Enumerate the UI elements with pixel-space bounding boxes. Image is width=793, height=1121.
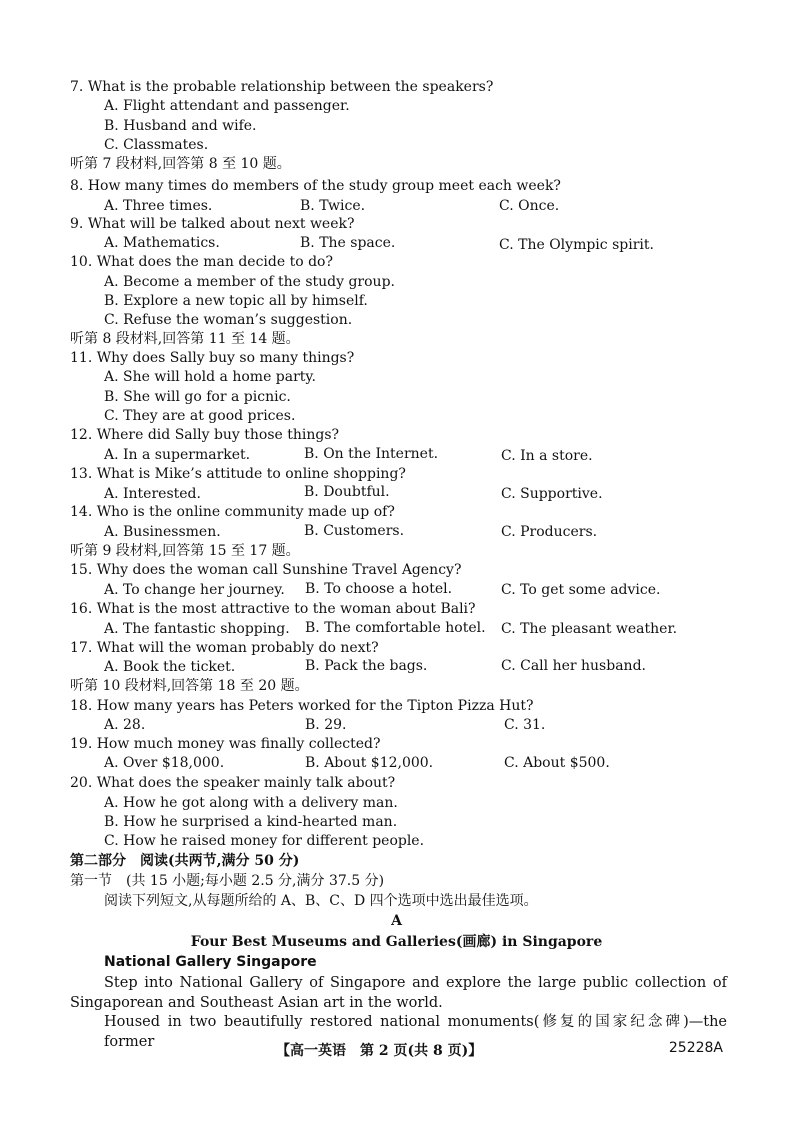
reading-instruction: 阅读下列短文,从每题所给的 A、B、C、D 四个选项中选出最佳选项。	[104, 893, 538, 909]
q19-option-a: A. Over $18,000.	[104, 755, 225, 771]
question-10: 10. What does the man decide to do?	[70, 254, 333, 270]
q11-option-a: A. She will hold a home party.	[104, 369, 316, 385]
question-13: 13. What is Mike’s attitude to online shopping?	[70, 466, 406, 482]
paragraph-1-line-2: Singaporean and Southeast Asian art in the world.	[70, 995, 443, 1011]
q14-option-b: B. Customers.	[304, 523, 405, 539]
q9-option-b: B. The space.	[300, 235, 396, 251]
q8-option-c: C. Once.	[499, 198, 560, 214]
passage-label: A	[391, 913, 402, 929]
q9-option-a: A. Mathematics.	[104, 235, 220, 251]
section1-title: 第一节 (共 15 小题;每小题 2.5 分,满分 37.5 分)	[70, 873, 385, 889]
q15-option-c: C. To get some advice.	[501, 582, 661, 598]
q16-option-b: B. The comfortable hotel.	[305, 620, 486, 636]
part2-title: 第二部分 阅读(共两节,满分 50 分)	[70, 853, 300, 869]
q20-option-a: A. How he got along with a delivery man.	[104, 795, 398, 811]
q8-option-a: A. Three times.	[104, 198, 213, 214]
q10-option-a: A. Become a member of the study group.	[104, 274, 395, 290]
section-header-7: 听第 7 段材料,回答第 8 至 10 题。	[70, 156, 291, 172]
section-header-8: 听第 8 段材料,回答第 11 至 14 题。	[70, 331, 300, 347]
q14-option-c: C. Producers.	[501, 524, 598, 540]
q12-option-b: B. On the Internet.	[304, 446, 439, 462]
question-11: 11. Why does Sally buy so many things?	[70, 350, 355, 366]
q17-option-a: A. Book the ticket.	[104, 659, 236, 675]
q19-option-b: B. About $12,000.	[305, 755, 434, 771]
q18-option-c: C. 31.	[504, 717, 546, 733]
q12-option-c: C. In a store.	[501, 448, 593, 464]
question-8: 8. How many times do members of the study group meet each week?	[70, 178, 561, 194]
q19-option-c: C. About $500.	[504, 755, 610, 771]
question-15: 15. Why does the woman call Sunshine Travel Agency?	[70, 562, 462, 578]
paragraph-2-line-1: Housed in two beautifully restored national monuments(修复的国家纪念碑)—the former	[104, 1014, 727, 1050]
passage-subtitle: National Gallery Singapore	[104, 954, 317, 970]
question-17: 17. What will the woman probably do next?	[70, 640, 379, 656]
q10-option-c: C. Refuse the woman’s suggestion.	[104, 312, 353, 328]
q13-option-b: B. Doubtful.	[304, 484, 390, 500]
q13-option-a: A. Interested.	[104, 486, 201, 502]
question-19: 19. How much money was finally collected?	[70, 736, 381, 752]
q7-option-a: A. Flight attendant and passenger.	[104, 98, 350, 114]
question-12: 12. Where did Sally buy those things?	[70, 427, 340, 443]
q17-option-b: B. Pack the bags.	[305, 658, 428, 674]
question-9: 9. What will be talked about next week?	[70, 216, 355, 232]
q12-option-a: A. In a supermarket.	[104, 447, 251, 463]
q16-option-c: C. The pleasant weather.	[501, 621, 678, 637]
q11-option-b: B. She will go for a picnic.	[104, 389, 291, 405]
section-header-10: 听第 10 段材料,回答第 18 至 20 题。	[70, 678, 309, 694]
q7-option-c: C. Classmates.	[104, 137, 209, 153]
q8-option-b: B. Twice.	[300, 198, 366, 214]
question-16: 16. What is the most attractive to the woman about Bali?	[70, 601, 476, 617]
q16-option-a: A. The fantastic shopping.	[104, 621, 290, 637]
q18-option-a: A. 28.	[104, 717, 146, 733]
q18-option-b: B. 29.	[305, 717, 347, 733]
q15-option-b: B. To choose a hotel.	[305, 581, 453, 597]
question-14: 14. Who is the online community made up of?	[70, 504, 395, 520]
question-18: 18. How many years has Peters worked for the Tipton Pizza Hut?	[70, 698, 534, 714]
q7-option-b: B. Husband and wife.	[104, 118, 257, 134]
page-footer-label: 【高一英语 第 2 页(共 8 页)】	[276, 1043, 483, 1059]
q15-option-a: A. To change her journey.	[104, 582, 285, 598]
question-20: 20. What does the speaker mainly talk about?	[70, 775, 396, 791]
q13-option-c: C. Supportive.	[501, 486, 603, 502]
paragraph-1-line-1: Step into National Gallery of Singapore and explore the large public collection of	[104, 975, 727, 991]
exam-code: 25228A	[668, 1040, 723, 1056]
q11-option-c: C. They are at good prices.	[104, 408, 296, 424]
q17-option-c: C. Call her husband.	[501, 658, 646, 674]
passage-title: Four Best Museums and Galleries(画廊) in Singapore	[190, 934, 603, 950]
section-header-9: 听第 9 段材料,回答第 15 至 17 题。	[70, 543, 300, 559]
q20-option-c: C. How he raised money for different people.	[104, 833, 425, 849]
q10-option-b: B. Explore a new topic all by himself.	[104, 293, 368, 309]
question-7: 7. What is the probable relationship between the speakers?	[70, 79, 494, 95]
q20-option-b: B. How he surprised a kind-hearted man.	[104, 814, 398, 830]
q9-option-c: C. The Olympic spirit.	[499, 237, 654, 253]
q14-option-a: A. Businessmen.	[104, 524, 221, 540]
